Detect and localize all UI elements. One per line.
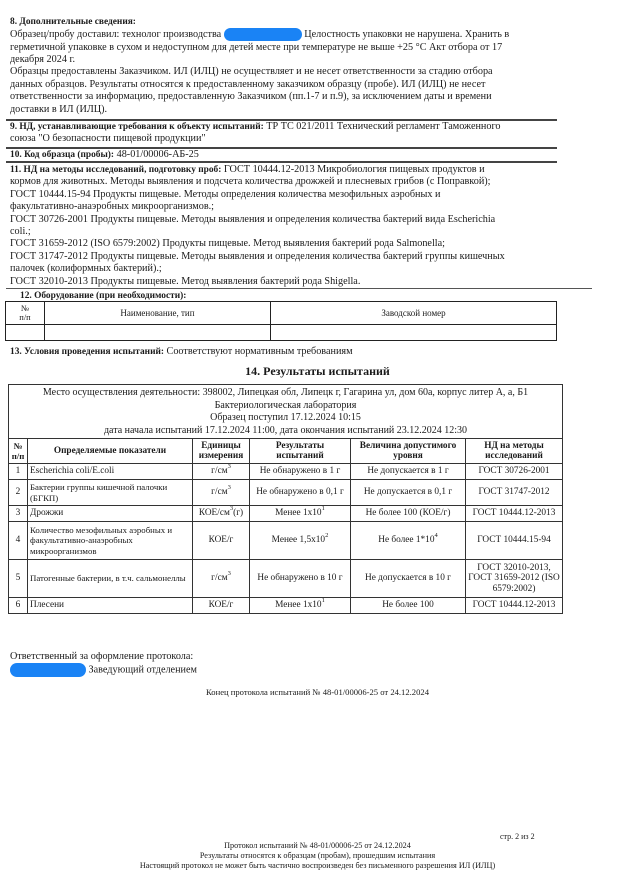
disclaimer-line-4: доставки в ИЛ (ИЛЦ).: [10, 103, 108, 115]
lab-name: Бактериологическая лаборатория: [214, 399, 357, 411]
col-serial-header: Заводской номер: [271, 302, 557, 325]
signature-block: [10, 651, 197, 677]
results-title: 14. Результаты испытаний: [245, 364, 390, 378]
sampling-date-text: декабря 2024 г.: [10, 54, 76, 66]
footer-line-1: Протокол испытаний № 48-01/00006-25 от 24.12.2024: [224, 841, 411, 850]
section-13-conditions: [10, 346, 353, 358]
cell-empty: [271, 325, 557, 341]
col-limit-header: Величина допустимого уровня: [351, 439, 466, 464]
method-line: ГОСТ 32010-2013 Продукты пищевые. Метод выявления бактерий рода Shigella.: [10, 275, 361, 287]
cell-empty: [6, 325, 45, 341]
disclaimer-line-2: данных образцов. Результаты относятся к предоставленному заказчиком образцу (пробе). ИЛ (ИЛЦ) не несет: [10, 78, 486, 90]
method-line: факультативно-анаэробных микроорганизмов.;: [10, 201, 215, 213]
section-9-value-cont: союза "О безопасности пищевой продукции": [10, 133, 206, 145]
section-9-label: 9. НД, устанавливающие требования к объекту испытаний:: [10, 122, 264, 132]
results-info-row: [9, 385, 563, 439]
disclaimer-line-1: Образцы предоставлены Заказчиком. ИЛ (ИЛЦ) не осуществляет и не несет ответственности за стадию отбора: [10, 66, 493, 78]
page-number: стр. 2 из 2: [500, 832, 535, 841]
sample-received: Образец поступил 17.12.2024 10:15: [210, 412, 361, 424]
lab-info-cell: [9, 385, 563, 439]
equipment-table: [5, 301, 557, 341]
col-no-header: № п/п: [9, 439, 28, 464]
section-8-label: 8. Дополнительные сведения:: [10, 17, 136, 27]
table-row: 1 Escherichia coli/E.coli $г/см^3$ Не обнаружено в 1 г Не допускается в 1 г ГОСТ 30726-2001: [9, 464, 563, 480]
section-9-requirements: [10, 121, 555, 146]
section-13-value: Соответствуют нормативным требованиям: [166, 346, 353, 357]
method-line: ГОСТ 31659-2012 (ISO 6579:2002) Продукты пищевые. Метод выявления бактерий рода Salmonella;: [10, 238, 445, 250]
col-units-header: Единицы измерения: [193, 439, 250, 464]
signature-position: Заведующий отделением: [88, 664, 197, 676]
equipment-row: [6, 325, 557, 341]
delivered-by-text: Образец/пробу доставил: технолог производства: [10, 29, 222, 41]
table-row: 6 Плесени КОЕ/г Менее $1х10^1$ Не более 100 ГОСТ 10444.12-2013: [9, 598, 563, 614]
section-12-label: 12. Оборудование (при необходимости):: [20, 291, 187, 301]
table-row: 5 Патогенные бактерии, в т.ч. сальмонеллы $г/см^3$ Не обнаружено в 10 г Не допускается в 10 г ГОСТ 32010-2013, ГОСТ 31659-2012 (ISO 6579:2002): [9, 560, 563, 598]
table-row: 4 Количество мезофильных аэробных и факультативно-анаэробных микроорганизмов КОЕ/г Менее $1,5х10^2$ Не более $1*10^4$ ГОСТ 10444.15-94: [9, 522, 563, 560]
lab-address: Место осуществления деятельности: 398002, Липецкая обл, Липецк г, Гагарина ул, дом 60а, корпус литер А, а, Б1: [42, 387, 529, 398]
sample-code-value: 48-01/00006-АБ-25: [116, 149, 199, 160]
method-line: ГОСТ 10444.15-94 Продукты пищевые. Методы определения количества мезофильных аэробных и: [10, 188, 441, 200]
equipment-header-row: [6, 302, 557, 325]
section-10-sample-code: [10, 149, 555, 161]
end-of-protocol-note: Конец протокола испытаний № 48-01/00006-25 от 24.12.2024: [206, 687, 429, 697]
section-11-first-line: ГОСТ 10444.12-2013 Микробиология пищевых продуктов и: [223, 164, 485, 175]
method-line: кормов для животных. Методы выявления и подсчета количества дрожжей и плесневых грибов (с Поправкой);: [10, 176, 491, 188]
method-line: ГОСТ 31747-2012 Продукты пищевые. Методы выявления и определения количества бактерий группы кишечных: [10, 250, 505, 262]
disclaimer-line-3: ответственности за информацию, предоставленную Заказчиком (пп.1-7 и п.9), за исключением даты и времени: [10, 91, 492, 103]
col-no-header: № п/п: [6, 302, 45, 325]
table-row: 2 Бактерии группы кишечной палочки (БГКП) $г/см^3$ Не обнаружено в 0,1 г Не допускается в 0,1 г ГОСТ 31747-2012: [9, 480, 563, 506]
redacted-name-block: [224, 28, 302, 41]
section-10-label: 10. Код образца (пробы):: [10, 150, 115, 160]
footer-line-3: Настоящий протокол не может быть частично воспроизведен без письменного разрешения ИЛ (ИЛЦ): [139, 861, 496, 870]
footer-line-2: Результаты относятся к образцам (пробам), прошедшим испытания: [199, 851, 436, 860]
results-header-row: [9, 439, 563, 464]
method-line: ГОСТ 30726-2001 Продукты пищевые. Методы выявления и определения количества бактерий вида Escherichia: [10, 213, 496, 225]
redacted-signature-block: [10, 663, 86, 677]
method-line: палочек (колиформных бактерий).;: [10, 263, 162, 275]
divider: [6, 288, 592, 289]
table-row: 3 Дрожжи КОЕ/$см^3(г)$ Менее $1х10^1$ Не более 100 (КОЕ/г) ГОСТ 10444.12-2013: [9, 506, 563, 522]
divider: [6, 161, 557, 163]
section-9-value: ТР ТС 021/2011 Технический регламент Таможенного: [266, 121, 501, 132]
storage-text: герметичной упаковке в сухом и недоступном для детей месте при температуре не выше +25 °C Акт отбора от 17: [10, 41, 503, 53]
signature-label: Ответственный за оформление протокола:: [10, 651, 194, 662]
cell-empty: [45, 325, 271, 341]
method-line: coli.;: [10, 226, 31, 238]
section-11-label: 11. НД на методы исследований, подготовку проб:: [10, 165, 222, 175]
col-name-header: Наименование, тип: [45, 302, 271, 325]
col-indicator-header: Определяемые показатели: [28, 439, 193, 464]
section-13-label: 13. Условия проведения испытаний:: [10, 347, 164, 357]
results-table: [8, 384, 563, 614]
section-11-methods: [10, 164, 555, 288]
test-dates: дата начала испытаний 17.12.2024 11:00, дата окончания испытаний 23.12.2024 12:30: [103, 424, 468, 436]
packaging-text: Целостность упаковки не нарушена. Хранить в: [304, 29, 510, 41]
col-result-header: Результаты испытаний: [250, 439, 351, 464]
section-8-additional-info: [10, 16, 555, 116]
col-method-header: НД на методы исследований: [466, 439, 563, 464]
